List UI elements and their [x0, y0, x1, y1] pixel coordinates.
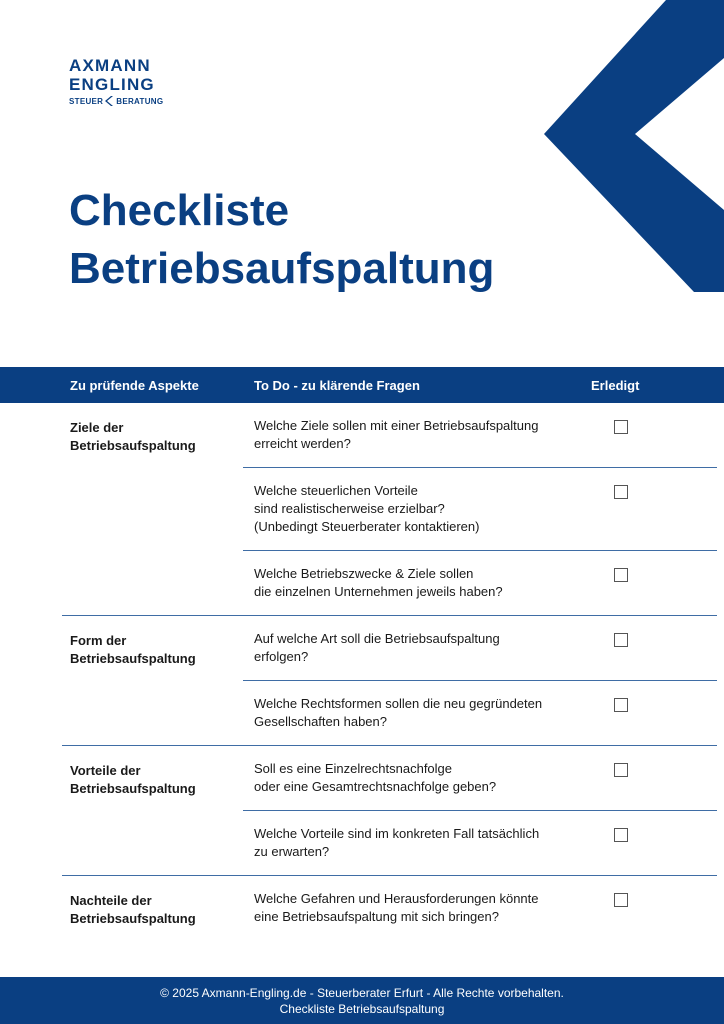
checklist-table: [0, 403, 724, 940]
done-checkbox[interactable]: [614, 420, 628, 434]
done-checkbox[interactable]: [614, 485, 628, 499]
done-checkbox[interactable]: [614, 763, 628, 777]
footer-line-1: © 2025 Axmann-Engling.de - Steuerberater Erfurt - Alle Rechte vorbehalten.: [160, 986, 564, 1000]
question-text: Auf welche Art soll die Betriebsaufspaltung erfolgen?: [254, 631, 500, 664]
aspect-label: Ziele der Betriebsaufspaltung: [70, 420, 196, 453]
logo-sub-right: BERATUNG: [116, 96, 164, 106]
logo-line-1: AXMANN: [69, 56, 151, 75]
logo-chevron-icon: [105, 96, 114, 106]
question-text: Welche Gefahren und Herausforderungen könnte eine Betriebsaufspaltung mit sich bringen?: [254, 891, 539, 924]
aspect-label: Form der Betriebsaufspaltung: [70, 633, 196, 666]
checklist-group: [62, 403, 717, 616]
question-text: Welche Vorteile sind im konkreten Fall tatsächlich zu erwarten?: [254, 826, 540, 859]
done-checkbox[interactable]: [614, 633, 628, 647]
checklist-group: [62, 746, 717, 876]
question-text: Soll es eine Einzelrechtsnachfolge oder eine Gesamtrechtsnachfolge geben?: [254, 761, 497, 794]
done-checkbox[interactable]: [614, 568, 628, 582]
aspect-label: Nachteile der Betriebsaufspaltung: [70, 893, 196, 926]
question-text: Welche Betriebszwecke & Ziele sollen die einzelnen Unternehmen jeweils haben?: [254, 566, 503, 599]
footer-line-2: Checkliste Betriebsaufspaltung: [279, 1002, 445, 1016]
checklist-item: [243, 403, 717, 468]
question-text: Welche steuerlichen Vorteile sind realistischerweise erzielbar? (Unbedingt Steuerberater kontaktieren): [254, 483, 480, 534]
page-footer: [0, 977, 724, 1024]
checklist-group: [62, 616, 717, 746]
header-done: Erledigt: [591, 378, 640, 393]
checklist-item: [243, 551, 717, 615]
done-checkbox[interactable]: [614, 828, 628, 842]
logo-sub-left: STEUER: [69, 96, 104, 106]
header-aspect: Zu prüfende Aspekte: [70, 378, 199, 393]
done-checkbox[interactable]: [614, 893, 628, 907]
checklist-item: [243, 746, 717, 811]
decorative-chevron-icon: [544, 0, 724, 292]
company-logo: [69, 56, 163, 106]
checklist-item: [243, 616, 717, 681]
aspect-label: Vorteile der Betriebsaufspaltung: [70, 763, 196, 796]
title-line-2: Betriebsaufspaltung: [69, 244, 495, 293]
page-title: [69, 182, 494, 298]
checklist-group: [62, 876, 717, 940]
question-text: Welche Ziele sollen mit einer Betriebsaufspaltung erreicht werden?: [254, 418, 539, 451]
title-line-1: Checkliste: [69, 186, 290, 235]
logo-subline: [69, 96, 163, 106]
logo-line-2: ENGLING: [69, 75, 155, 94]
checklist-item: [243, 876, 717, 940]
header-todo: To Do - zu klärende Fragen: [254, 378, 420, 393]
question-text: Welche Rechtsformen sollen die neu gegründeten Gesellschaften haben?: [254, 696, 543, 729]
done-checkbox[interactable]: [614, 698, 628, 712]
table-header: [0, 367, 724, 403]
checklist-item: [243, 681, 717, 745]
checklist-item: [243, 468, 717, 551]
checklist-item: [243, 811, 717, 875]
